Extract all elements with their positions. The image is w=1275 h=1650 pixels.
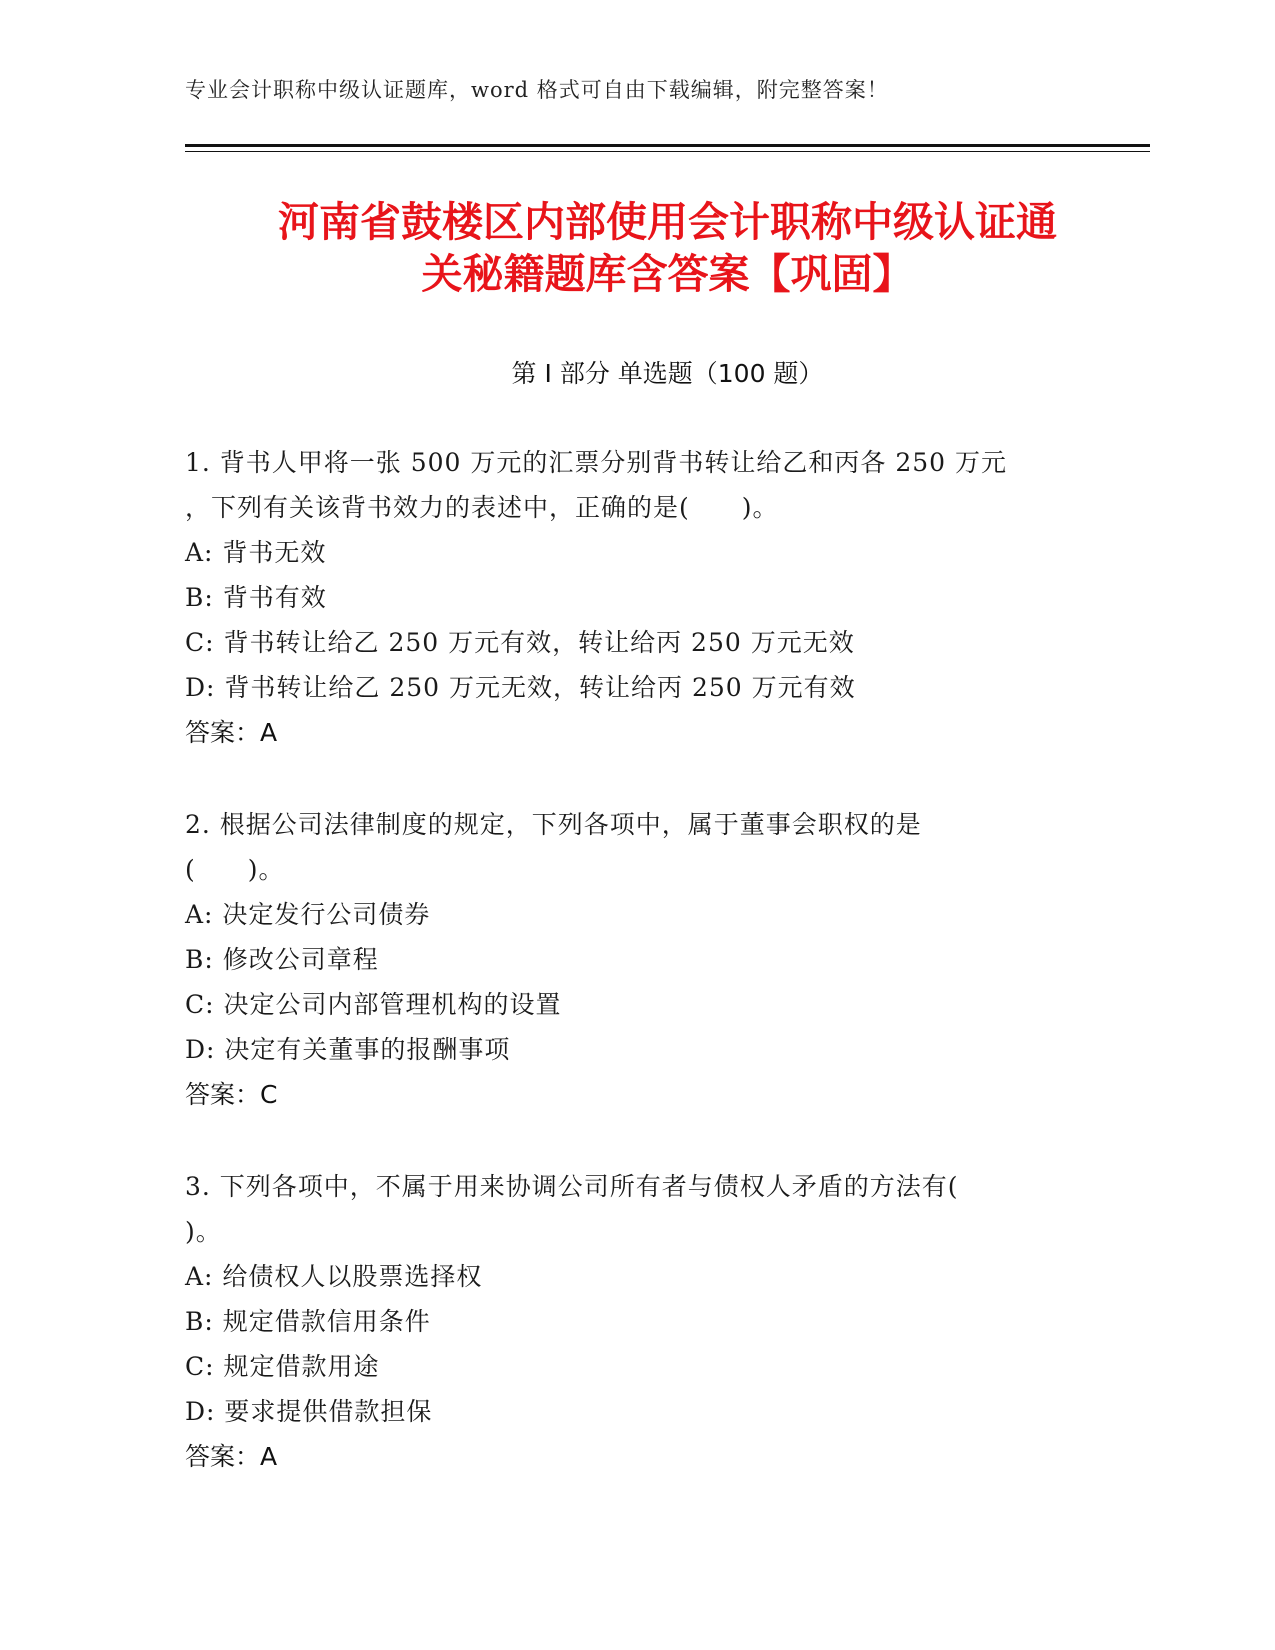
header-rule-thin [185, 151, 1150, 152]
option-a: A: 背书无效 [185, 538, 327, 567]
question-1 [185, 440, 1065, 755]
answer-line: 答案：A [185, 718, 278, 747]
option-a: A: 决定发行公司债券 [185, 900, 431, 929]
question-stem-line: 1. 背书人甲将一张 500 万元的汇票分别背书转让给乙和丙各 250 万元 [185, 448, 1008, 477]
question-stem-line: ，下列有关该背书效力的表述中，正确的是( )。 [185, 493, 779, 522]
document-title-line-1: 河南省鼓楼区内部使用会计职称中级认证通 [278, 198, 1057, 246]
option-d: D: 要求提供借款担保 [185, 1397, 433, 1426]
answer-line: 答案：C [185, 1080, 278, 1109]
document-title-line-2: 关秘籍题库含答案【巩固】 [421, 250, 914, 298]
option-c: C: 决定公司内部管理机构的设置 [185, 990, 562, 1019]
question-3 [185, 1164, 1065, 1479]
question-stem-line: 2. 根据公司法律制度的规定，下列各项中，属于董事会职权的是 [185, 810, 922, 839]
option-d: D: 决定有关董事的报酬事项 [185, 1035, 511, 1064]
option-b: B: 修改公司章程 [185, 945, 379, 974]
header-rule-thick [185, 144, 1150, 147]
option-b: B: 背书有效 [185, 583, 327, 612]
question-stem-line: ( )。 [185, 855, 285, 884]
option-b: B: 规定借款信用条件 [185, 1307, 431, 1336]
section-title: 第 I 部分 单选题（100 题） [511, 359, 824, 388]
document-title [185, 196, 1150, 300]
answer-line: 答案：A [185, 1442, 278, 1471]
option-a: A: 给债权人以股票选择权 [185, 1262, 483, 1291]
question-stem-line: 3. 下列各项中，不属于用来协调公司所有者与债权人矛盾的方法有( [185, 1172, 959, 1201]
option-c: C: 规定借款用途 [185, 1352, 380, 1381]
question-stem-line: )。 [185, 1217, 222, 1246]
option-c: C: 背书转让给乙 250 万元有效，转让给丙 250 万元无效 [185, 628, 855, 657]
header-note: 专业会计职称中级认证题库，word 格式可自由下载编辑，附完整答案！ [185, 78, 889, 102]
option-d: D: 背书转让给乙 250 万元无效，转让给丙 250 万元有效 [185, 673, 856, 702]
question-2 [185, 802, 1065, 1117]
